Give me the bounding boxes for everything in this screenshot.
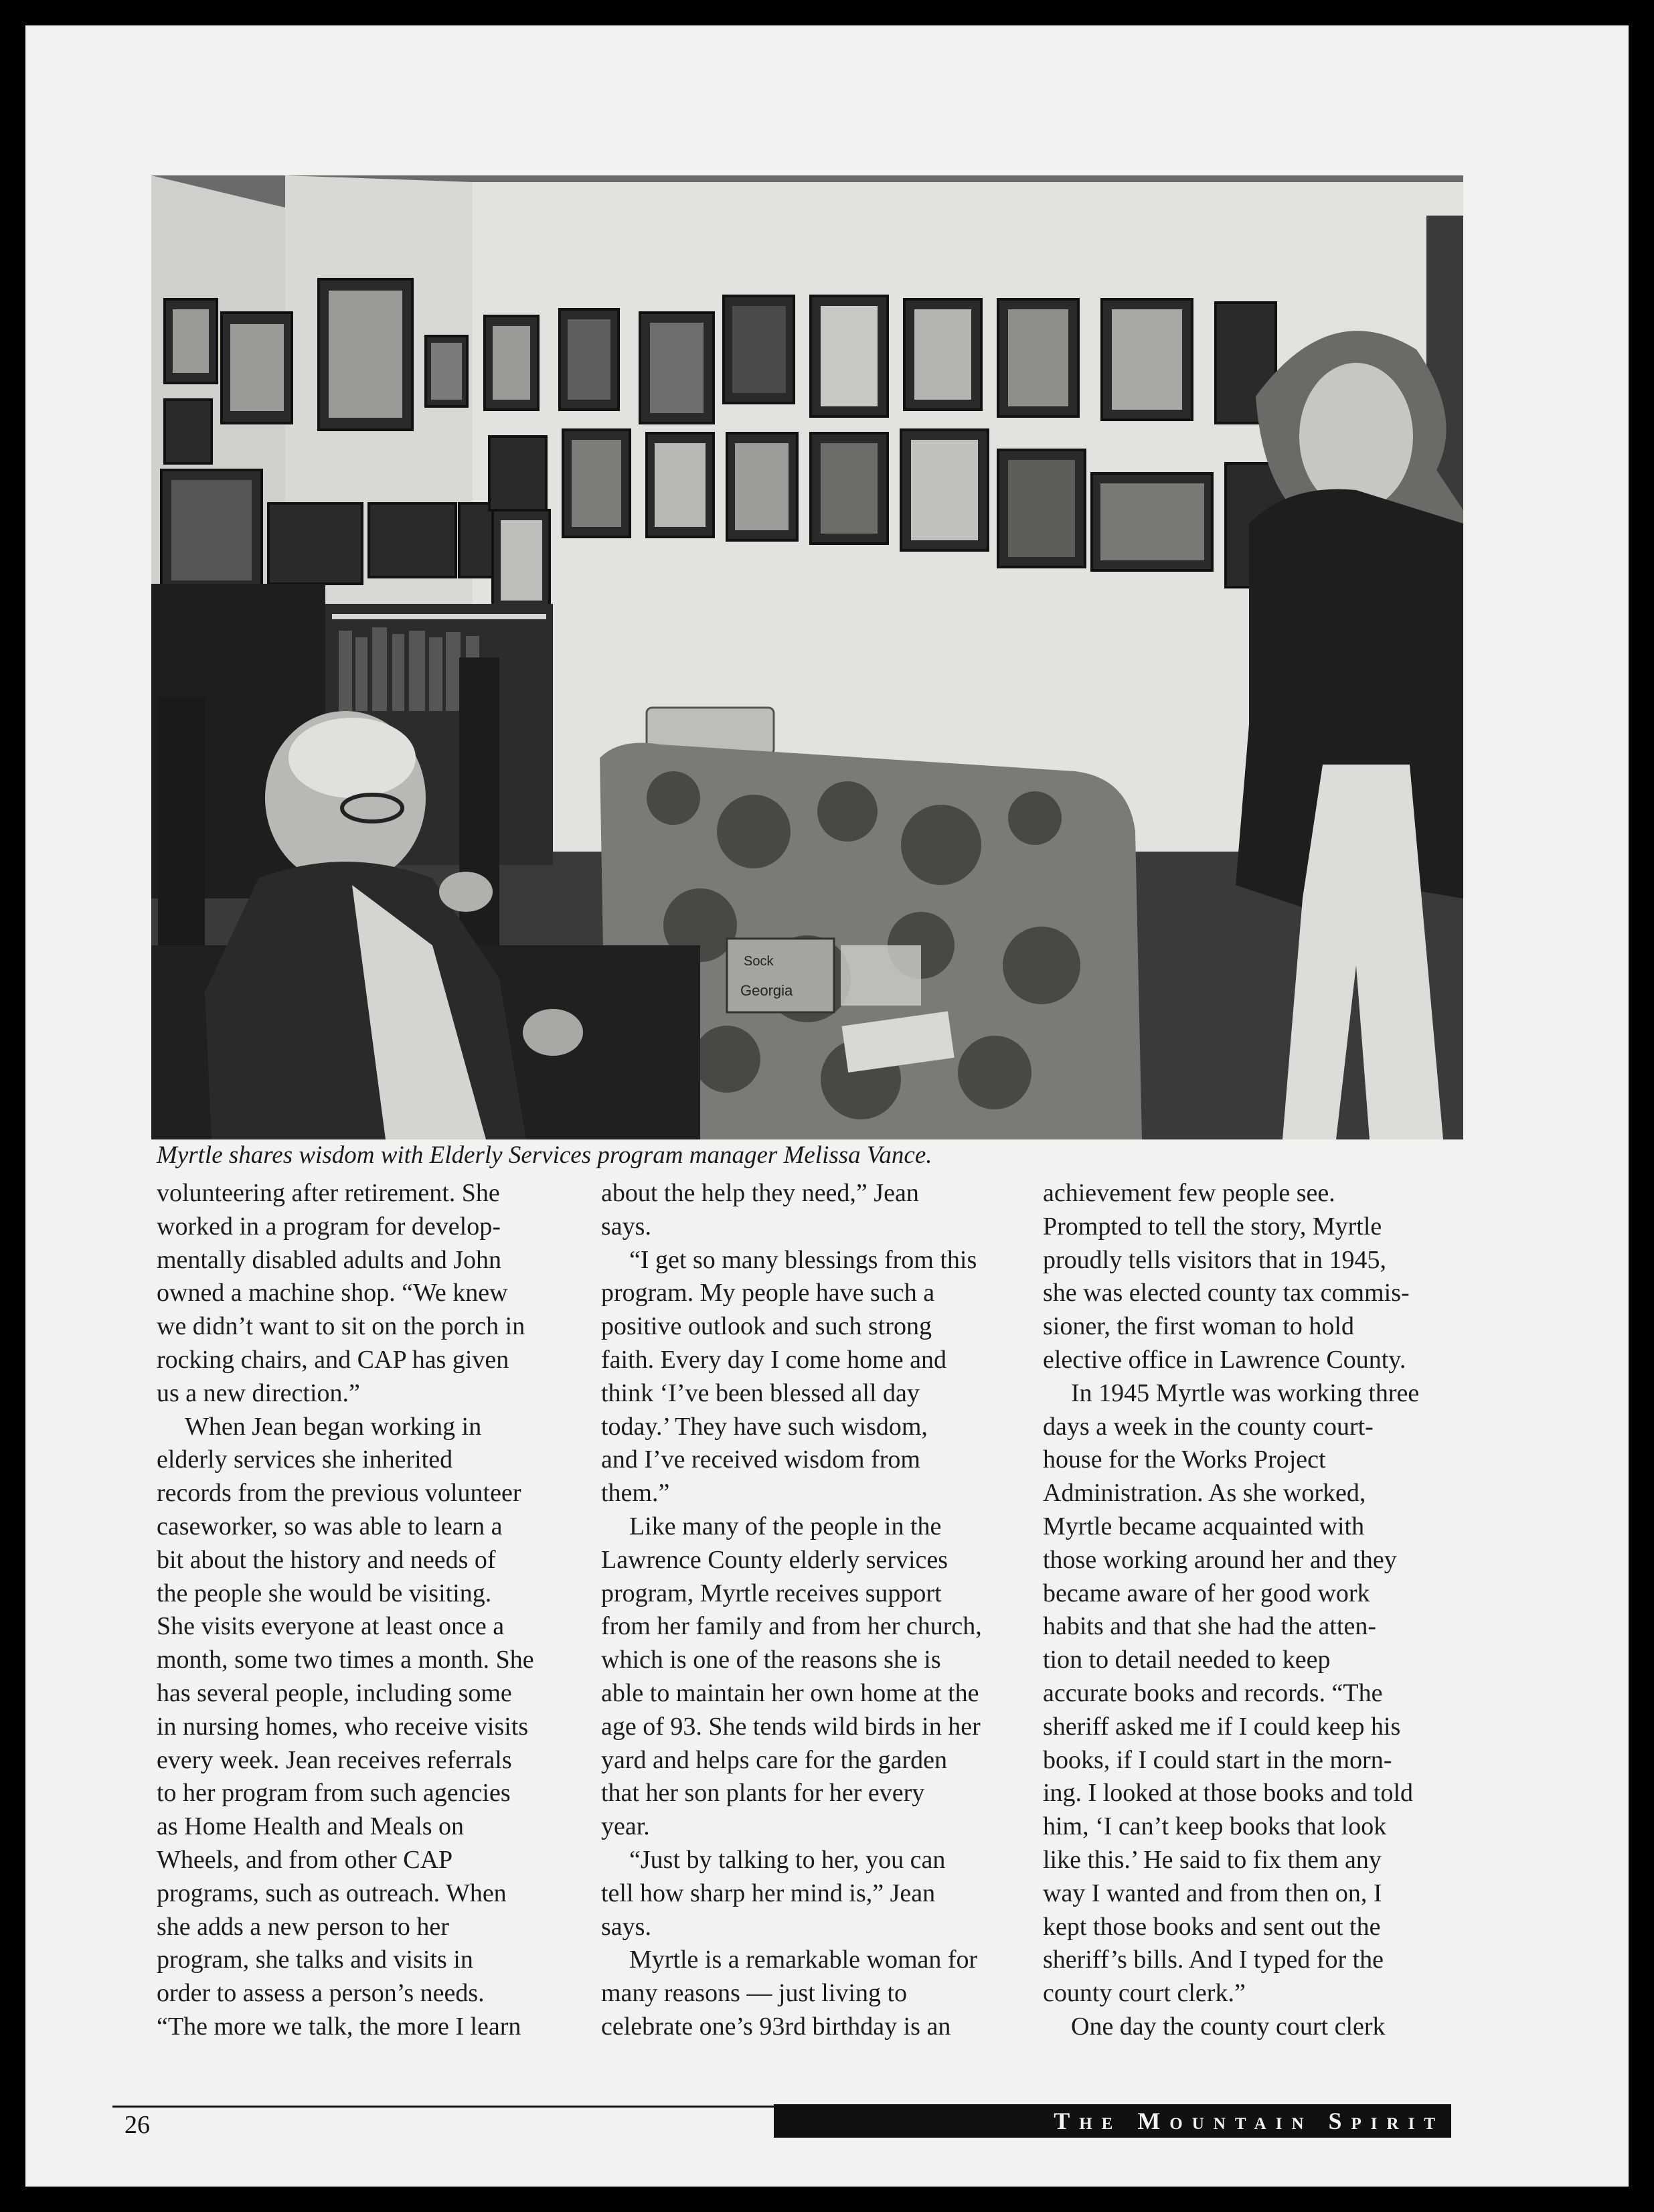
text-line: volunteering after retirement. She (157, 1179, 500, 1207)
text-line: Like many of the people in the (629, 1512, 942, 1540)
text-line: county court clerk.” (1043, 1979, 1246, 2008)
text-line: rocking chairs, and CAP has given (157, 1345, 509, 1374)
text-line: house for the Works Project (1043, 1445, 1326, 1474)
text-line: program. My people have such a (601, 1279, 935, 1308)
text-line: we didn’t want to sit on the porch in (157, 1312, 525, 1341)
text-line: Myrtle became acquainted with (1043, 1512, 1365, 1540)
publication-title: The Mountain Spirit (1054, 2108, 1444, 2134)
text-line: owned a machine shop. “We knew (157, 1279, 508, 1308)
text-line: says. (601, 1912, 651, 1941)
text-line: kept those books and sent out the (1043, 1912, 1381, 1941)
text-line: Administration. As she worked, (1043, 1479, 1366, 1508)
text-line: many reasons — just living to (601, 1979, 908, 2008)
text-line: program, she talks and visits in (157, 1946, 473, 1974)
text-line: that her son plants for her every (601, 1779, 925, 1808)
text-line: mentally disabled adults and John (157, 1245, 502, 1274)
text-line: elective office in Lawrence County. (1043, 1345, 1406, 1374)
footer-rule (112, 2106, 782, 2108)
text-line: “I get so many blessings from this (629, 1245, 977, 1274)
text-line: yard and helps care for the garden (601, 1745, 947, 1774)
text-line: Myrtle is a remarkable woman for (629, 1946, 978, 1974)
page-number: 26 (125, 2111, 150, 2139)
text-line: and I’ve received wisdom from (601, 1445, 920, 1474)
box-label-sock: Sock (744, 954, 774, 969)
text-line: elderly services she inherited (157, 1445, 453, 1474)
text-line: month, some two times a month. She (157, 1646, 534, 1674)
text-line: the people she would be visiting. (157, 1579, 492, 1607)
text-line: became aware of her good work (1043, 1579, 1370, 1607)
text-line: she adds a new person to her (157, 1912, 449, 1941)
text-line: books, if I could start in the morn- (1043, 1745, 1392, 1774)
text-line: tell how sharp her mind is,” Jean (601, 1879, 936, 1907)
text-line: today.’ They have such wisdom, (601, 1412, 928, 1441)
text-line: faith. Every day I come home and (601, 1345, 946, 1374)
text-line: him, ‘I can’t keep books that look (1043, 1812, 1387, 1841)
text-line: year. (601, 1812, 650, 1841)
text-line: Wheels, and from other CAP (157, 1845, 453, 1874)
text-line: tion to detail needed to keep (1043, 1646, 1331, 1674)
text-line: positive outlook and such strong (601, 1312, 932, 1341)
text-line: days a week in the county court- (1043, 1412, 1374, 1441)
text-line: “The more we talk, the more I learn (157, 2012, 521, 2041)
text-line: those working around her and they (1043, 1545, 1397, 1574)
article-photo (151, 175, 1463, 1139)
article-column-1 (157, 1177, 565, 2044)
text-line: habits and that she had the atten- (1043, 1612, 1377, 1641)
text-line: from her family and from her church, (601, 1612, 982, 1641)
text-line: which is one of the reasons she is (601, 1646, 941, 1674)
text-line: records from the previous volunteer (157, 1479, 521, 1508)
text-line: think ‘I’ve been blessed all day (601, 1378, 920, 1407)
text-line: she was elected county tax commis- (1043, 1279, 1410, 1308)
article-column-2 (601, 1177, 1016, 2044)
text-line: in nursing homes, who receive visits (157, 1712, 529, 1741)
text-line: ing. I looked at those books and told (1043, 1779, 1414, 1808)
text-line: every week. Jean receives referrals (157, 1745, 512, 1774)
text-line: worked in a program for develop- (157, 1212, 501, 1241)
text-line: has several people, including some (157, 1678, 512, 1707)
text-line: proudly tells visitors that in 1945, (1043, 1245, 1386, 1274)
text-line: order to assess a person’s needs. (157, 1979, 485, 2008)
text-line: accurate books and records. “The (1043, 1678, 1383, 1707)
text-line: celebrate one’s 93rd birthday is an (601, 2012, 951, 2041)
text-line: us a new direction.” (157, 1378, 360, 1407)
text-line: sheriff’s bills. And I typed for the (1043, 1946, 1384, 1974)
text-line: able to maintain her own home at the (601, 1678, 979, 1707)
text-line: programs, such as outreach. When (157, 1879, 507, 1907)
text-line: Prompted to tell the story, Myrtle (1043, 1212, 1382, 1241)
photo-caption: Myrtle shares wisdom with Elderly Services program manager Melissa Vance. (157, 1141, 932, 1169)
text-line: caseworker, so was able to learn a (157, 1512, 503, 1540)
text-line: program, Myrtle receives support (601, 1579, 942, 1607)
text-line: says. (601, 1212, 651, 1241)
text-line: about the help they need,” Jean (601, 1179, 919, 1207)
text-line: them.” (601, 1479, 670, 1508)
text-line: age of 93. She tends wild birds in her (601, 1712, 981, 1741)
text-line: to her program from such agencies (157, 1779, 511, 1808)
text-line: bit about the history and needs of (157, 1545, 496, 1574)
article-column-3 (1043, 1177, 1471, 2044)
text-line: “Just by talking to her, you can (629, 1845, 946, 1874)
text-line: like this.’ He said to fix them any (1043, 1845, 1382, 1874)
box-label-georgia: Georgia (740, 982, 793, 999)
text-line: She visits everyone at least once a (157, 1612, 505, 1641)
text-line: as Home Health and Meals on (157, 1812, 465, 1841)
text-line: sioner, the first woman to hold (1043, 1312, 1354, 1341)
text-line: When Jean began working in (185, 1412, 482, 1441)
text-line: sheriff asked me if I could keep his (1043, 1712, 1401, 1741)
text-line: One day the county court clerk (1071, 2012, 1386, 2041)
text-line: Lawrence County elderly services (601, 1545, 948, 1574)
text-line: achievement few people see. (1043, 1179, 1335, 1207)
text-line: way I wanted and from then on, I (1043, 1879, 1382, 1907)
photo-illustration (151, 175, 1463, 1139)
text-line: In 1945 Myrtle was working three (1071, 1378, 1420, 1407)
magazine-page (25, 25, 1629, 2187)
publication-banner (774, 2104, 1451, 2138)
